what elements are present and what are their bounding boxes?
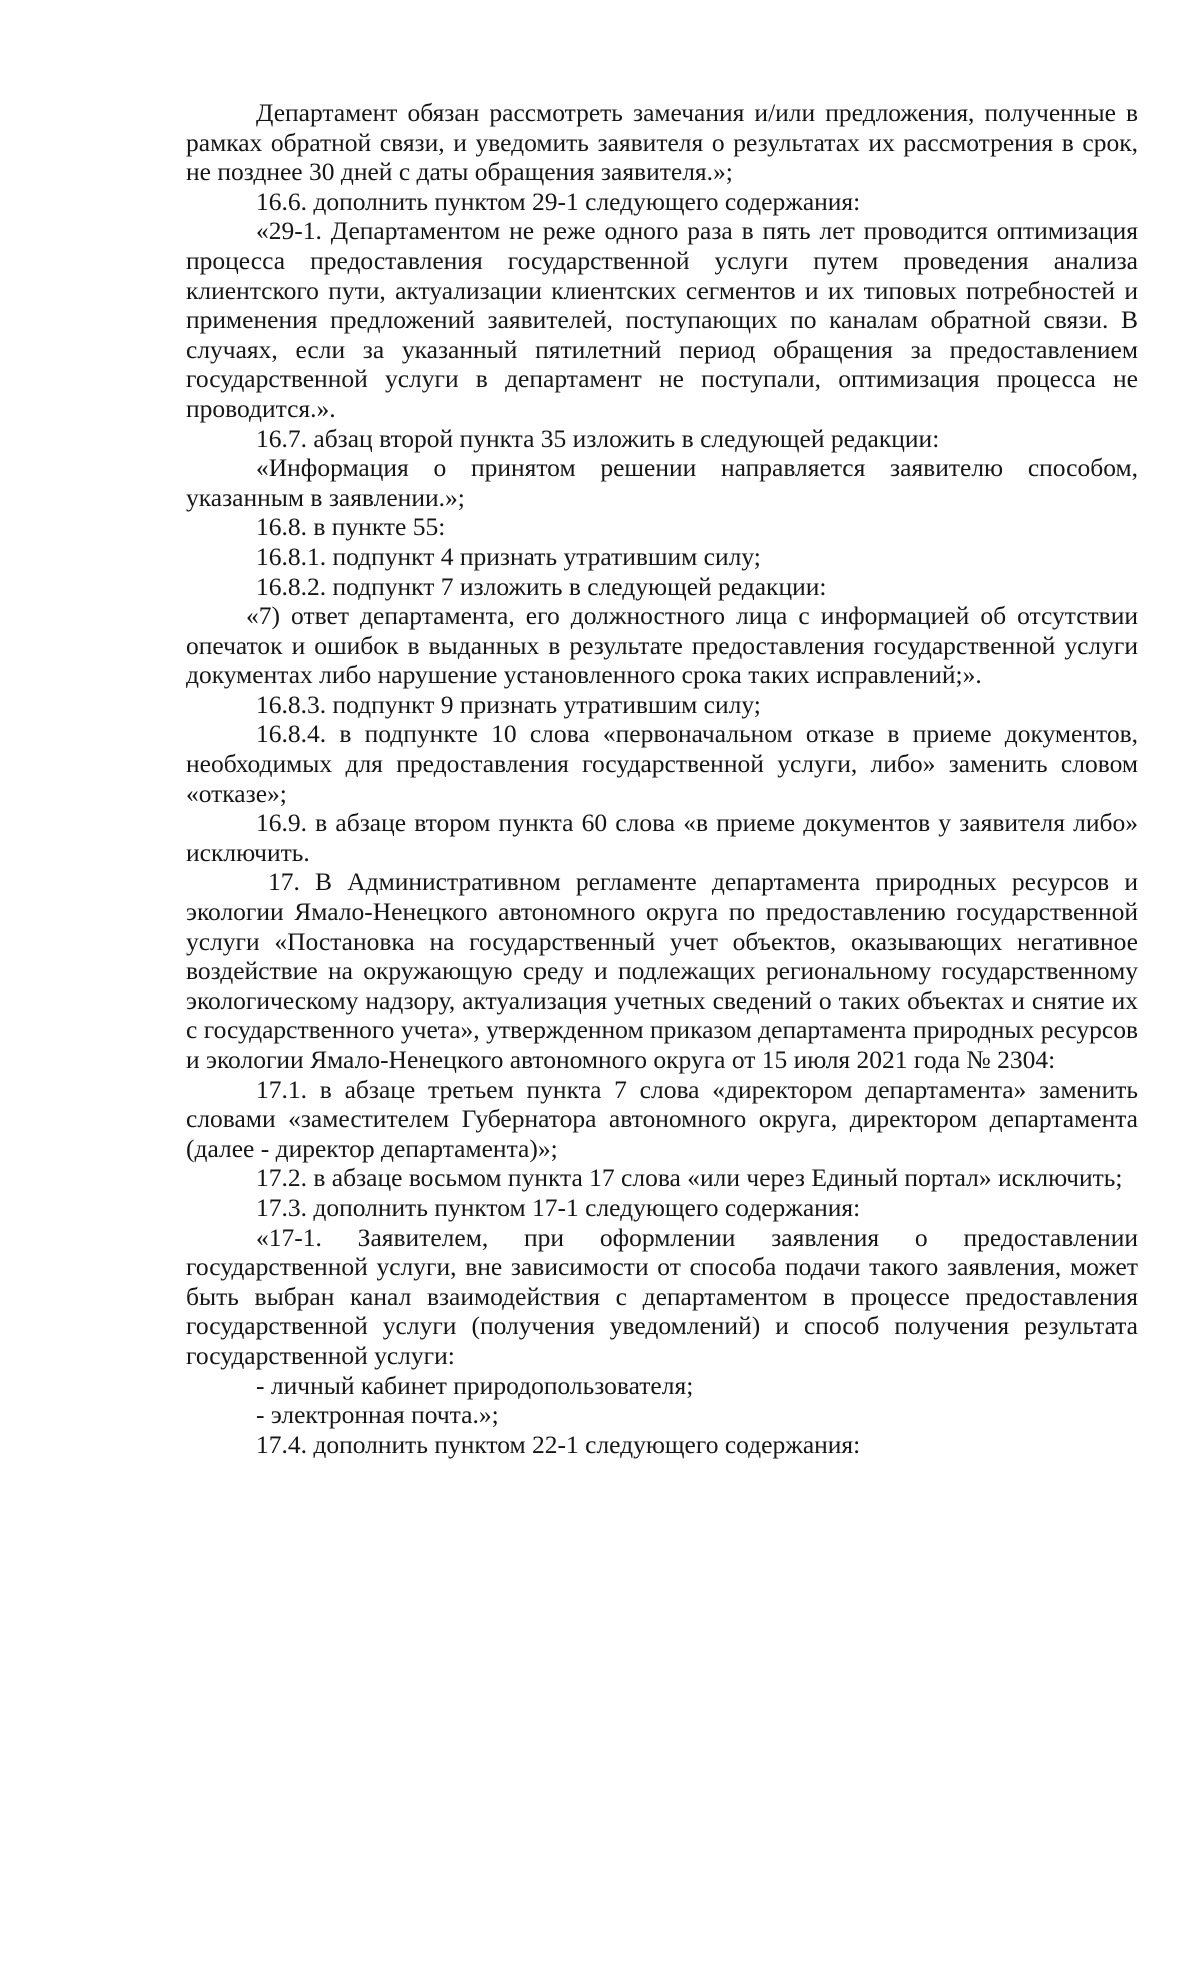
document-body bbox=[186, 98, 1138, 1459]
paragraph-17-2: 17.2. в абзаце восьмом пункта 17 слова «или через Единый портал» исключить; bbox=[256, 1163, 1123, 1193]
paragraph-item-7: «7) ответ департамента, его должностного лица с информацией об отсутствии опечаток и ошибок в выданных в результате предоставления государственной услуги документах либо нарушение установленного срока таких исправлений;». bbox=[186, 601, 1138, 690]
paragraph-17-1: 17.1. в абзаце третьем пункта 7 слова «директором департамента» заменить словами «заместителем Губернатора автономного округа, директором департамента (далее - директор департамента)»; bbox=[186, 1074, 1138, 1163]
paragraph-feedback-deadline: Департамент обязан рассмотреть замечания и/или предложения, полученные в рамках обратной связи, и уведомить заявителя о результатах их рассмотрения в срок, не позднее 30 дней с даты обращения заявителя.»; bbox=[186, 98, 1138, 187]
paragraph-16-8-1: 16.8.1. подпункт 4 признать утратившим силу; bbox=[256, 541, 761, 571]
paragraph-17: 17. В Административном регламенте департамента природных ресурсов и экологии Ямало-Ненецкого автономного округа по предоставлению государственной услуги «Постановка на государственный учет объектов, оказывающих негативное воздействие на окружающую среду и подлежащих региональному государственному экологическому надзору, актуализация учетных сведений о таких объектах и снятие их с государственного учета», утвержденном приказом департамента природных ресурсов и экологии Ямало-Ненецкого автономного округа от 15 июля 2021 года № 2304: bbox=[186, 867, 1138, 1074]
paragraph-16-9: 16.9. в абзаце втором пункта 60 слова «в приеме документов у заявителя либо» исключить. bbox=[186, 808, 1138, 867]
paragraph-personal-account: - личный кабинет природопользователя; bbox=[256, 1370, 694, 1400]
paragraph-16-8-2: 16.8.2. подпункт 7 изложить в следующей редакции: bbox=[256, 571, 827, 601]
paragraph-29-1: «29-1. Департаментом не реже одного раза в пять лет проводится оптимизация процесса предоставления государственной услуги путем проведения анализа клиентского пути, актуализации клиентских сегментов и их типовых потребностей и применения предложений заявителей, поступающих по каналам обратной связи. В случаях, если за указанный пятилетний период обращения за предоставлением государственной услуги в департамент не поступали, оптимизация процесса не проводится.». bbox=[186, 216, 1138, 423]
paragraph-decision-info: «Информация о принятом решении направляется заявителю способом, указанным в заявлении.»; bbox=[186, 453, 1138, 512]
paragraph-email: - электронная почта.»; bbox=[256, 1400, 499, 1430]
paragraph-16-8-3: 16.8.3. подпункт 9 признать утратившим силу; bbox=[256, 689, 761, 719]
paragraph-17-4: 17.4. дополнить пунктом 22-1 следующего содержания: bbox=[256, 1429, 861, 1459]
paragraph-16-8-4: 16.8.4. в подпункте 10 слова «первоначальном отказе в приеме документов, необходимых для предоставления государственной услуги, либо» заменить словом «отказе»; bbox=[186, 719, 1138, 808]
paragraph-16-7: 16.7. абзац второй пункта 35 изложить в следующей редакции: bbox=[256, 423, 940, 453]
paragraph-17-1-content: «17-1. Заявителем, при оформлении заявления о предоставлении государственной услуги, вне зависимости от способа подачи такого заявления, может быть выбран канал взаимодействия с департаментом в процессе предоставления государственной услуги (получения уведомлений) и способ получения результата государственной услуги: bbox=[186, 1222, 1138, 1370]
paragraph-16-6: 16.6. дополнить пунктом 29-1 следующего содержания: bbox=[256, 186, 861, 216]
paragraph-17-3: 17.3. дополнить пунктом 17-1 следующего содержания: bbox=[256, 1192, 861, 1222]
paragraph-16-8: 16.8. в пункте 55: bbox=[256, 512, 446, 542]
